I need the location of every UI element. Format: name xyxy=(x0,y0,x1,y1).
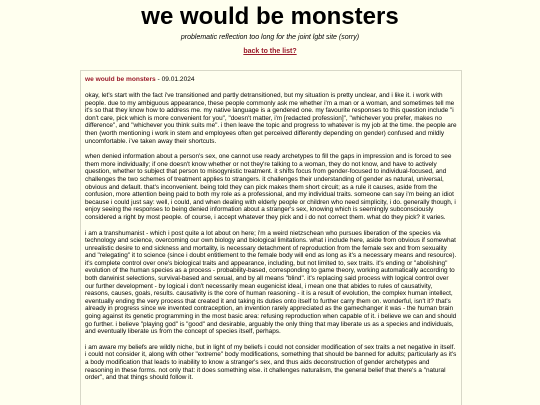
post-paragraph: i am aware my beliefs are wildly niche, but in light of my beliefs i could not consider modification of sex traits a net negative in itself. i could not consider it, along with other "extreme" body modifications, something that should be banned for adults; particularly as it's a body modification that leads to inability to know a stranger's sex, and thus aids deconstruction of gender archetypes and reasoning in these forms. not only that: it does something else. it challenges naturalism, the general belief that there's a "natural order", and that things should follow it. xyxy=(85,343,457,382)
post-title: we would be monsters xyxy=(85,76,156,83)
back-to-list-link[interactable]: back to the list? xyxy=(243,48,297,55)
post-header xyxy=(85,75,457,84)
page-title: we would be monsters xyxy=(141,3,399,30)
post-content xyxy=(80,70,462,405)
post-date-separator: - xyxy=(155,76,162,83)
page-subtitle: problematic reflection too long for the joint lgbt site (sorry) xyxy=(180,34,360,41)
post-paragraph: okay, let's start with the fact i've transitioned and partly detransitioned, but my situation is pretty unclear, and i like it. i work with people. due to my ambiguous appearance, these people commonly ask me whether i'm a man or a woman, and sometimes tell me it's so that they know how to address me. my native language is a gendered one. my favourite responses to this question include "i don't care, pick which is more convenient for you", "doesn't matter, i'm [redacted profession]", "whichever you prefer, makes no difference", and "whichever you think suits me". i then leave the topic and progress to whatever is my job at the time. the people are then (worth mentioning i work in stem and employees often get perceived differently depending on gender) confused and mildly uncomfortable. i've taken away their shortcuts. xyxy=(85,92,457,145)
back-link-container xyxy=(0,47,540,56)
post-paragraph: i am a transhumanist - which i post quite a lot about on here; i'm a weird nietzschean who pursues liberation of the species via technology and science, overcoming our own biology and biological limitations. what i include here, aside from obvious if somewhat unrealistic desire to end sickness and mortality, is necessary detachment of reproduction from the female sex and from sexuality and "relegating" it to science (since i doubt entitlement to the female body will end as long as it's a necessary means and resource). it's complete control over one's biological traits and appearance, including, but not limited to, sex traits. it's ending or "abolishing" evolution of the human species as a process - probability-based, corresponding to game theory, working automatically according to both darwinist selections, survival-based and sexual, and by all means "blind". it's replacing said process with logical control over our further development - by logical i don't necessarily mean eugenicist ideal, i mean one that abides to rules of causativity, reasons, causes, goals, results. causativity is the core of human reasoning - it is a result of evolution, the complex human intellect, eventually ending the very process that created it and taking its duties onto itself to further carry them on. wonderful, isn't it? that's already in progress since we invented contraception, an invention rarely appreciated as the gamechanger it was - the human brain going against its genetic programming in the most basic area: refusing reproduction when capable of it. i believe we can and should go further. i believe "playing god" is "good" and desirable, arguably the only thing that may liberate us as a species and individuals, and eventually liberate us from the concept of species itself, perhaps. xyxy=(85,229,457,336)
post-paragraph: when denied information about a person's sex, one cannot use ready archetypes to fill the gaps in impression and is forced to see them more individually; if one doesn't know whether or not they're talking to a woman, they do not know, and have to actively question, whether to subject that person to misogynistic treatment. it shifts focus from gender-focused to individual-focused, and challenges the two schemes of treatment applies to strangers. it challenges their understanding of gender as natural, universal, obvious and default. that's inconvenient. being told they can pick makes them short circuit; as a rule it causes, aside from the confusion, more attention being paid to both my role as a professional, and my individual traits. someone can say i'm being an idiot because i could just say: well, i could, and when dealing with elderly people or children who need simplicity, i do. generally though, i enjoy seeing the responses to being denied information about a stranger's sex, knowing which is seemingly subconsciously considered a right by most people. of course, i accept whatever they pick and i do not correct them. what do they pick? it varies. xyxy=(85,153,456,221)
post-date: 09.01.2024 xyxy=(161,76,195,83)
